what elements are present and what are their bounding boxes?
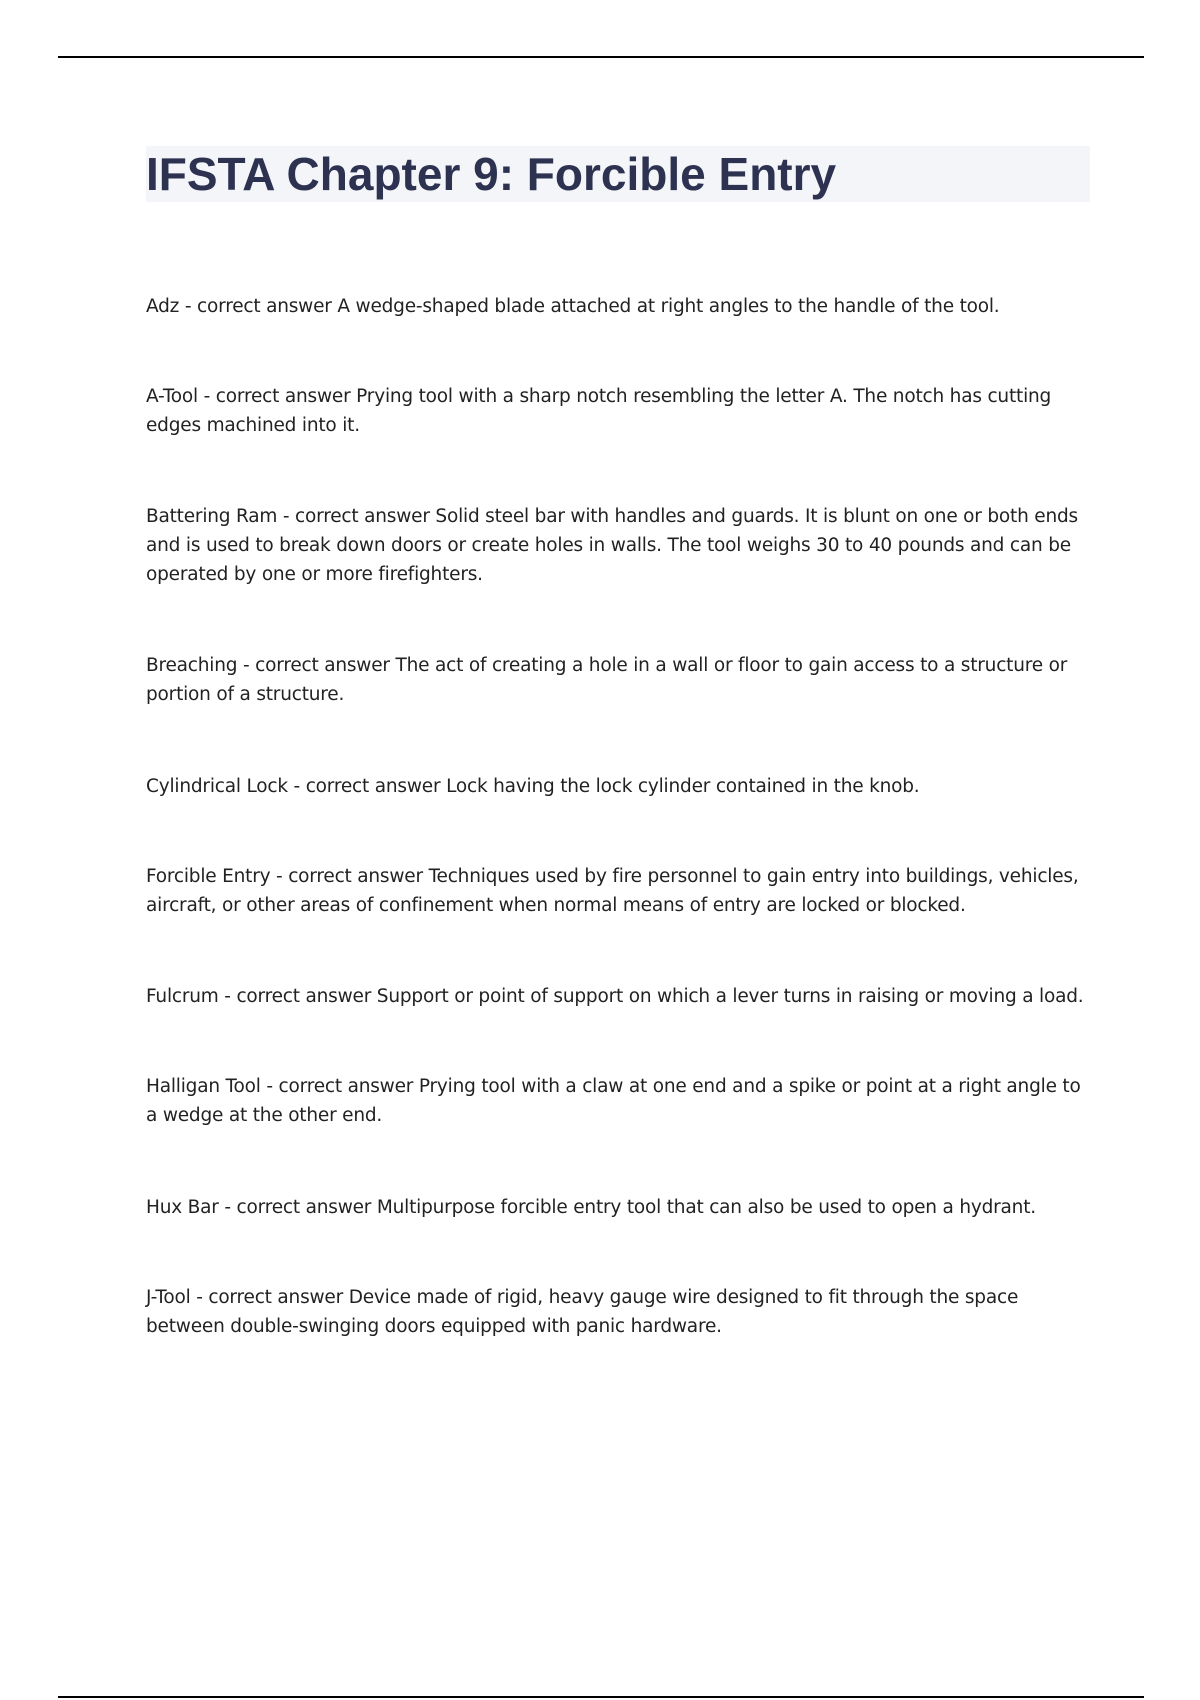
glossary-entry-forcible-entry: Forcible Entry - correct answer Techniques used by fire personnel to gain entry into buildings, vehicles, aircraft, or other areas of confinement when normal means of entry are locked or blocked. xyxy=(146,866,1079,916)
glossary-entry-halligan-tool: Halligan Tool - correct answer Prying tool with a claw at one end and a spike or point at a right angle to a wedge at the other end. xyxy=(146,1076,1081,1126)
glossary-entry-breaching: Breaching - correct answer The act of creating a hole in a wall or floor to gain access to a structure or portion of a structure. xyxy=(146,655,1068,705)
glossary-entry-a-tool: A-Tool - correct answer Prying tool with a sharp notch resembling the letter A. The notch has cutting edges machined into it. xyxy=(146,386,1052,436)
glossary-entry-adz: Adz - correct answer A wedge-shaped blade attached at right angles to the handle of the tool. xyxy=(146,296,1000,317)
glossary-entry-cylindrical-lock: Cylindrical Lock - correct answer Lock having the lock cylinder contained in the knob. xyxy=(146,776,920,797)
page-title: IFSTA Chapter 9: Forcible Entry xyxy=(146,148,837,200)
title-highlight xyxy=(146,146,1090,202)
top-rule xyxy=(58,56,1144,58)
glossary-entry-battering-ram: Battering Ram - correct answer Solid steel bar with handles and guards. It is blunt on one or both ends and is used to break down doors or create holes in walls. The tool weighs 30 to 40 pounds and can be operated by one or more firefighters. xyxy=(146,506,1078,585)
glossary-entry-fulcrum: Fulcrum - correct answer Support or point of support on which a lever turns in raising or moving a load. xyxy=(146,986,1084,1007)
glossary-entry-hux-bar: Hux Bar - correct answer Multipurpose forcible entry tool that can also be used to open a hydrant. xyxy=(146,1197,1036,1218)
bottom-rule xyxy=(58,1696,1144,1698)
glossary-entry-j-tool: J-Tool - correct answer Device made of rigid, heavy gauge wire designed to fit through the space between double-swinging doors equipped with panic hardware. xyxy=(146,1287,1019,1337)
